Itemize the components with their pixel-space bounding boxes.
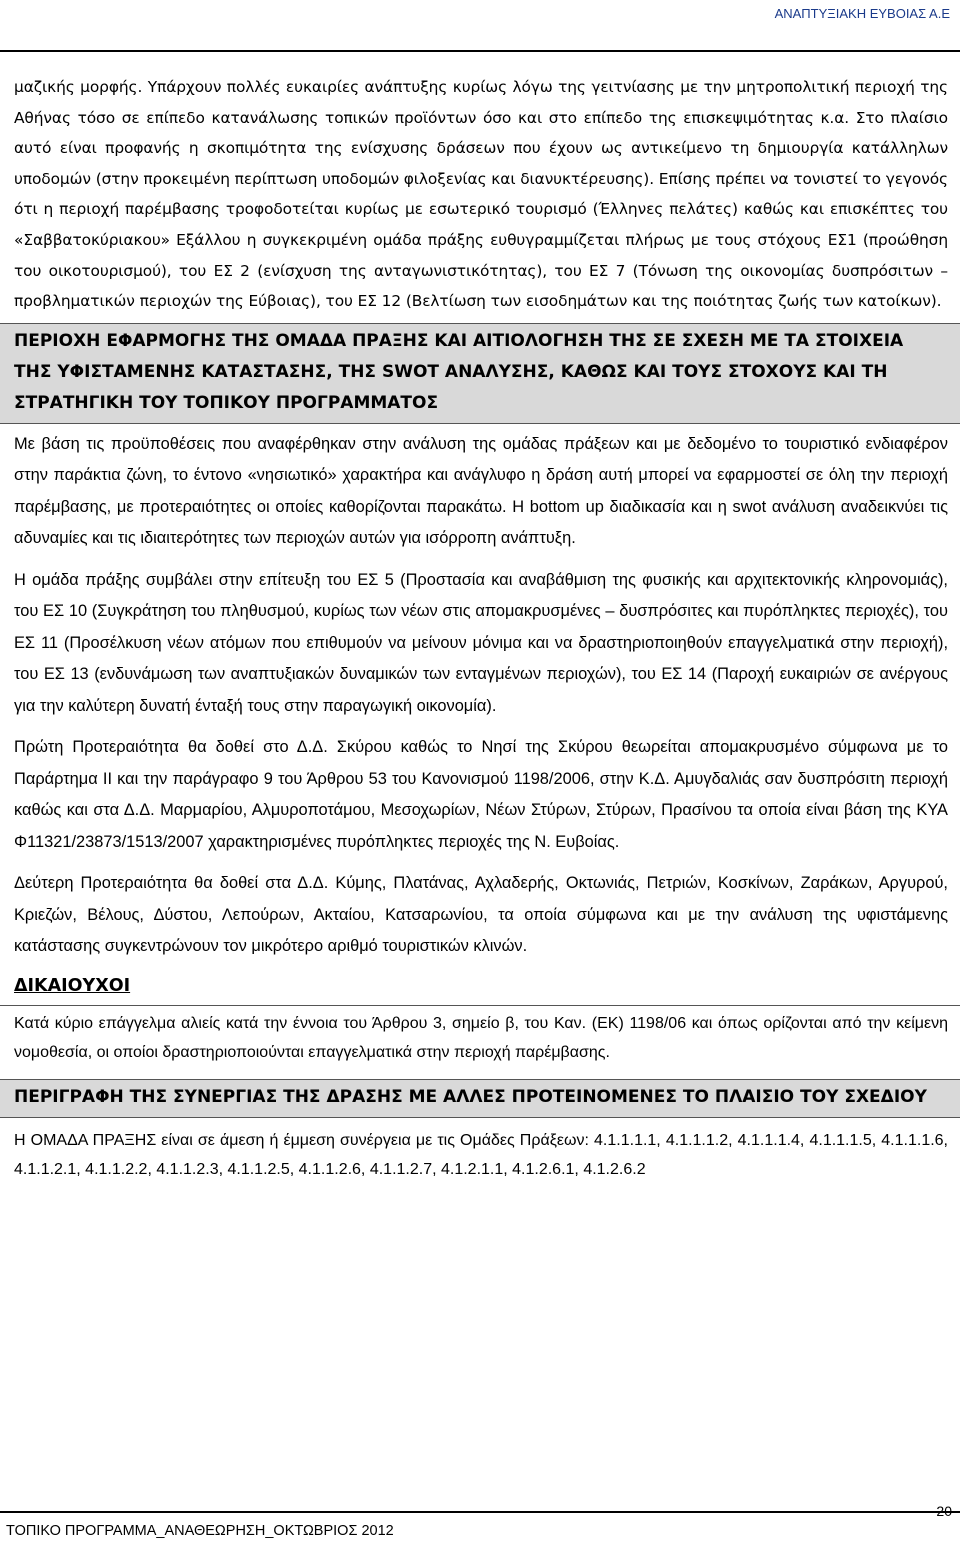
- intro-paragraph-part2: Στο πλαίσιο αυτό είναι προφανής η σκοπιμότητα της ενίσχυσης δράσεων που έχουν ως αντικείμενο τη δημιουργία κατάλληλων υποδομών (στην προκειμένη περίπτωση υποδομών φιλοξενίας και διανυκτέρευσης). Επίσης πρέπει να τονιστεί το γεγονός ότι η περιοχή παρέμβασης τροφοδοτείται κυρίως με εσωτερικό τουρισμό (Έλληνες πελάτες) καθώς και επισκέπτες του «Σαββατοκύριακου» Εξάλλου η συγκεκριμένη ομάδα πράξης ευθυγραμμίζεται πλήρως με τους στόχους ΕΣ1 (προώθηση του οικοτουρισμού), του ΕΣ 2 (ενίσχυση της ανταγωνιστικότητας), του ΕΣ 7 (Τόνωση της οικονομίας δυσπρόσιτων – προβληματικών περιοχών της Εύβοιας), του ΕΣ 12 (Βελτίωση των εισοδημάτων και της ποιότητας ζωής των κατοίκων).: [14, 108, 948, 311]
- footer-document-title: ΤΟΠΙΚΟ ΠΡΟΓΡΑΜΜΑ_ΑΝΑΘΕΩΡΗΣΗ_ΟΚΤΩΒΡΙΟΣ 2012: [6, 1523, 394, 1539]
- synergy-paragraph: Η ΟΜΑΔΑ ΠΡΑΞΗΣ είναι σε άμεση ή έμμεση συνέργεια με τις Ομάδες Πράξεων: 4.1.1.1.1, 4.1.1.1.2, 4.1.1.1.4, 4.1.1.1.5, 4.1.1.1.6, 4.1.1.2.1, 4.1.1.2.2, 4.1.1.2.3, 4.1.1.2.5, 4.1.1.2.6, 4.1.1.2.7, 4.1.2.1.1, 4.1.2.6.1, 4.1.2.6.2: [14, 1131, 948, 1178]
- section1-paragraph-1: Με βάση τις προϋποθέσεις που αναφέρθηκαν στην ανάλυση της ομάδας πράξεων και με δεδομένο το τουριστικό ενδιαφέρον στην παράκτια ζώνη, το έντονο «νησιωτικό» χαρακτήρα και ανάγλυφο η δράση αυτή μπορεί να εφαρμοστεί σε όλη την περιοχή παρέμβασης, με προτεραιότητες οι οποίες καθορίζονται παρακάτω. Η bottom up διαδικασία και η swot ανάλυση αναδεικνύει τις αδυναμίες και τις ιδιαιτερότητες των περιοχών αυτών για ισόρροπη ανάπτυξη.: [14, 434, 948, 548]
- page-number: 20: [936, 1503, 952, 1519]
- beneficiaries-paragraph: Κατά κύριο επάγγελμα αλιείς κατά την έννοια του Άρθρου 3, σημείο β, του Καν. (ΕΚ) 1198/06 και όπως ορίζονται από την κείμενη νομοθεσία, οι οποίοι δραστηριοποιούνται επαγγελματικά στην περιοχή παρέμβασης.: [14, 1014, 948, 1061]
- document-body: [14, 72, 948, 1184]
- section-heading-beneficiaries: ΔΙΚΑΙΟΥΧΟΙ: [14, 975, 131, 996]
- footer-divider: [0, 1511, 960, 1513]
- section1-paragraph-2: Η ομάδα πράξης συμβάλει στην επίτευξη του ΕΣ 5 (Προστασία και αναβάθμιση της φυσικής και αρχιτεκτονικής κληρονομιάς), του ΕΣ 10 (Συγκράτηση του πληθυσμού, κυρίως των νέων στις απομακρυσμένες – δυσπρόσιτες και πυρόπληκτες περιοχές), του ΕΣ 11 (Προσέλκυση νέων ατόμων που επιθυμούν να μείνουν μόνιμα και να δραστηριοποιηθούν επαγγελματικά στην περιοχή), του ΕΣ 13 (ενδυνάμωση των αναπτυξιακών δυναμικών των ενταγμένων περιοχών), του ΕΣ 14 (Παροχή ευκαιριών σε ανέργους για την καλύτερη δυνατή ένταξή τους στην παραγωγική οικονομία).: [14, 570, 948, 715]
- header-organization: ΑΝΑΠΤΥΞΙΑΚΗ ΕΥΒΟΙΑΣ Α.Ε: [774, 6, 950, 21]
- section-heading-synergy: ΠΕΡΙΓΡΑΦΗ ΤΗΣ ΣΥΝΕΡΓΙΑΣ ΤΗΣ ΔΡΑΣΗΣ ΜΕ ΑΛΛΕΣ ΠΡΟΤΕΙΝΟΜΕΝΕΣ ΤΟ ΠΛΑΙΣΙΟ ΤΟΥ ΣΧΕΔΙΟΥ: [0, 1079, 960, 1117]
- section-heading-application-area: ΠΕΡΙΟΧΗ ΕΦΑΡΜΟΓΗΣ ΤΗΣ ΟΜΑΔΑ ΠΡΑΞΗΣ ΚΑΙ ΑΙΤΙΟΛΟΓΗΣΗ ΤΗΣ ΣΕ ΣΧΕΣΗ ΜΕ ΤΑ ΣΤΟΙΧΕΙΑ ΤΗΣ ΥΦΙΣΤΑΜΕΝΗΣ ΚΑΤΑΣΤΑΣΗΣ, ΤΗΣ SWOT ΑΝΑΛΥΣΗΣ, ΚΑΘΩΣ ΚΑΙ ΤΟΥΣ ΣΤΟΧΟΥΣ ΚΑΙ ΤΗ ΣΤΡΑΤΗΓΙΚΗ ΤΟΥ ΤΟΠΙΚΟΥ ΠΡΟΓΡΑΜΜΑΤΟΣ: [0, 323, 960, 423]
- header-divider: [0, 50, 960, 52]
- section1-paragraph-3: Πρώτη Προτεραιότητα θα δοθεί στο Δ.Δ. Σκύρου καθώς το Νησί της Σκύρου θεωρείται απομακρυσμένο σύμφωνα με το Παράρτημα ΙΙ και την παράγραφο 9 του Άρθρου 53 του Κανονισμού 1198/2006, στην Κ.Δ. Αμυγδαλιάς σαν δυσπρόσιτη περιοχή καθώς και στα Δ.Δ. Μαρμαρίου, Αλμυροποτάμου, Μεσοχωρίων, Νέων Στύρων, Στύρων, Πρασίνου τα οποία είναι βάση της ΚΥΑ Φ11321/23873/1513/2007 χαρακτηρισμένες πυρόπληκτες περιοχές της Ν. Ευβοίας.: [14, 738, 948, 851]
- section1-paragraph-4: Δεύτερη Προτεραιότητα θα δοθεί στα Δ.Δ. Κύμης, Πλατάνας, Αχλαδερής, Οκτωνιάς, Πετριών, Κοσκίνων, Ζαράκων, Αργυρού, Κριεζών, Βέλους, Δύστου, Λεπούρων, Ακταίου, Κατσαρωνίου, τα οποία σύμφωνα και με την ανάλυση της υφιστάμενης κατάστασης συγκεντρώνουν τον μικρότερο αριθμό τουριστικών κλινών.: [14, 874, 948, 956]
- intro-paragraph: [14, 72, 948, 317]
- intro-paragraph-part1: μαζικής μορφής. Υπάρχουν πολλές ευκαιρίες ανάπτυξης κυρίως λόγω της γειτνίασης με την μητροπολιτική περιοχή της Αθήνας τόσο σε επίπεδο κατανάλωσης τοπικών προϊόντων όσο και στο επίπεδο της επισκεψιμότητας κ.α.: [14, 78, 948, 127]
